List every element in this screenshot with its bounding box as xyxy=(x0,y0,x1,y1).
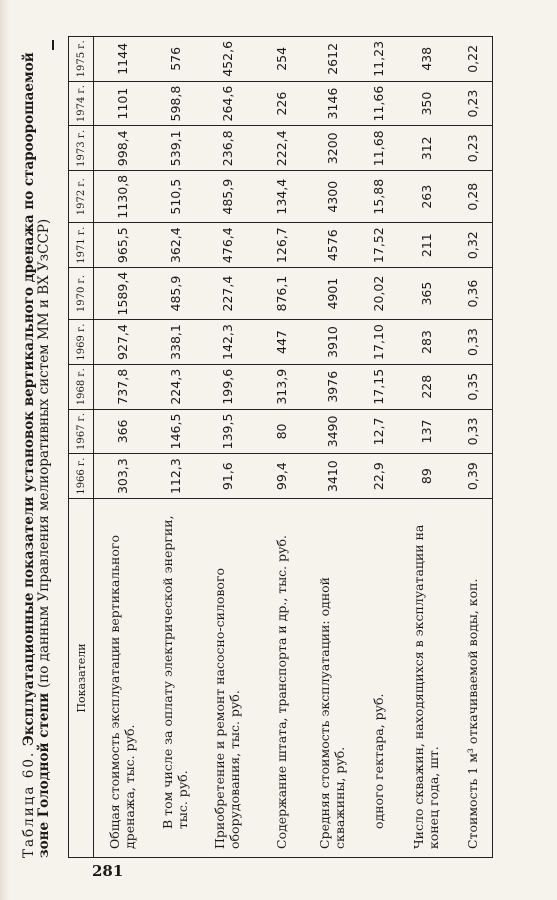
cell-value: 137 xyxy=(400,409,452,454)
table-row xyxy=(150,37,200,858)
cell-value: 15,88 xyxy=(356,171,400,223)
cell-value: 3146 xyxy=(308,81,356,126)
cell-value: 1589,4 xyxy=(94,268,151,320)
caption-title: Эксплуатационные показатели установок вертикального дренажа по староорошаемой зоне Голодной степи xyxy=(21,52,52,858)
cell-value: 4300 xyxy=(308,171,356,223)
cell-value: 0,35 xyxy=(452,364,493,409)
cell-value: 965,5 xyxy=(94,223,151,268)
cell-value: 12,7 xyxy=(356,409,400,454)
table-row xyxy=(356,37,400,858)
year-header: 1971 г. xyxy=(69,223,94,268)
cell-value: 539,1 xyxy=(150,126,200,171)
year-header: 1967 г. xyxy=(69,409,94,454)
data-table xyxy=(68,36,493,858)
cell-value: 4576 xyxy=(308,223,356,268)
cell-value: 366 xyxy=(94,409,151,454)
year-header: 1975 г. xyxy=(69,37,94,82)
cell-value: 142,3 xyxy=(200,320,254,365)
cell-value: 264,6 xyxy=(200,81,254,126)
cell-value: 313,9 xyxy=(254,364,308,409)
cell-value: 1144 xyxy=(94,37,151,82)
cell-value: 283 xyxy=(400,320,452,365)
cell-value: 11,68 xyxy=(356,126,400,171)
year-header: 1974 г. xyxy=(69,81,94,126)
cell-value: 737,8 xyxy=(94,364,151,409)
row-label: Стоимость 1 м³ откачиваемой воды, коп. xyxy=(452,499,493,858)
row-label: Общая стоимость эксплуатации вертикального дренажа, тыс. руб. xyxy=(94,499,151,858)
cell-value: 4901 xyxy=(308,268,356,320)
cell-value: 3910 xyxy=(308,320,356,365)
row-label: Содержание штата, транспорта и др., тыс. руб. xyxy=(254,499,308,858)
caption-subtitle: (по данным Управления мелиоративных систем ММ и ВХ УзССР) xyxy=(36,218,52,688)
cell-value: 0,28 xyxy=(452,171,493,223)
cell-value: 3490 xyxy=(308,409,356,454)
cell-value: 350 xyxy=(400,81,452,126)
label-column-header: Показатели xyxy=(69,499,94,858)
cell-value: 0,23 xyxy=(452,81,493,126)
cell-value: 485,9 xyxy=(200,171,254,223)
cell-value: 236,8 xyxy=(200,126,254,171)
cell-value: 227,4 xyxy=(200,268,254,320)
cell-value: 146,5 xyxy=(150,409,200,454)
cell-value: 3200 xyxy=(308,126,356,171)
cell-value: 99,4 xyxy=(254,454,308,499)
cell-value: 576 xyxy=(150,37,200,82)
cell-value: 112,3 xyxy=(150,454,200,499)
cell-value: 447 xyxy=(254,320,308,365)
cell-value: 199,6 xyxy=(200,364,254,409)
row-label: Число скважин, находящихся в эксплуатации на конец года, шт. xyxy=(400,499,452,858)
year-header: 1966 г. xyxy=(69,454,94,499)
cell-value: 1101 xyxy=(94,81,151,126)
cell-value: 17,15 xyxy=(356,364,400,409)
cell-value: 80 xyxy=(254,409,308,454)
cell-value: 263 xyxy=(400,171,452,223)
cell-value: 998,4 xyxy=(94,126,151,171)
spine-shadow xyxy=(0,0,10,900)
cell-value: 0,23 xyxy=(452,126,493,171)
cell-value: 2612 xyxy=(308,37,356,82)
cell-value: 303,3 xyxy=(94,454,151,499)
caption-lead: Таблица 60. xyxy=(21,750,37,858)
rotated-table-block xyxy=(22,28,522,878)
table-row xyxy=(94,37,151,858)
cell-value: 485,9 xyxy=(150,268,200,320)
cell-value: 126,7 xyxy=(254,223,308,268)
cell-value: 0,33 xyxy=(452,320,493,365)
cell-value: 11,66 xyxy=(356,81,400,126)
cell-value: 224,3 xyxy=(150,364,200,409)
table-row xyxy=(254,37,308,858)
cell-value: 0,36 xyxy=(452,268,493,320)
margin-mark xyxy=(52,40,54,50)
cell-value: 254 xyxy=(254,37,308,82)
cell-value: 438 xyxy=(400,37,452,82)
cell-value: 222,4 xyxy=(254,126,308,171)
cell-value: 91,6 xyxy=(200,454,254,499)
table-row xyxy=(200,37,254,858)
cell-value: 0,22 xyxy=(452,37,493,82)
cell-value: 362,4 xyxy=(150,223,200,268)
cell-value: 0,33 xyxy=(452,409,493,454)
cell-value: 17,52 xyxy=(356,223,400,268)
cell-value: 20,02 xyxy=(356,268,400,320)
cell-value: 1130,8 xyxy=(94,171,151,223)
cell-value: 0,39 xyxy=(452,454,493,499)
table-row xyxy=(308,37,356,858)
cell-value: 211 xyxy=(400,223,452,268)
cell-value: 11,23 xyxy=(356,37,400,82)
cell-value: 22,9 xyxy=(356,454,400,499)
cell-value: 139,5 xyxy=(200,409,254,454)
year-header: 1970 г. xyxy=(69,268,94,320)
year-header: 1969 г. xyxy=(69,320,94,365)
cell-value: 365 xyxy=(400,268,452,320)
year-header: 1972 г. xyxy=(69,171,94,223)
cell-value: 134,4 xyxy=(254,171,308,223)
table-caption xyxy=(22,38,52,858)
cell-value: 3410 xyxy=(308,454,356,499)
table-row xyxy=(452,37,493,858)
cell-value: 228 xyxy=(400,364,452,409)
cell-value: 876,1 xyxy=(254,268,308,320)
row-label: Средняя стоимость эксплуатации: одной скважины, руб. xyxy=(308,499,356,858)
cell-value: 338,1 xyxy=(150,320,200,365)
year-header: 1968 г. xyxy=(69,364,94,409)
cell-value: 3976 xyxy=(308,364,356,409)
cell-value: 0,32 xyxy=(452,223,493,268)
cell-value: 927,4 xyxy=(94,320,151,365)
table-row xyxy=(400,37,452,858)
row-label: одного гектара, руб. xyxy=(356,499,400,858)
cell-value: 452,6 xyxy=(200,37,254,82)
cell-value: 510,5 xyxy=(150,171,200,223)
row-label: В том числе за оплату электрической энергии, тыс. руб. xyxy=(150,499,200,858)
cell-value: 226 xyxy=(254,81,308,126)
row-label: Приобретение и ремонт насосно-силового оборудования, тыс. руб. xyxy=(200,499,254,858)
cell-value: 89 xyxy=(400,454,452,499)
year-header: 1973 г. xyxy=(69,126,94,171)
page-number: 281 xyxy=(92,862,124,880)
cell-value: 598,8 xyxy=(150,81,200,126)
cell-value: 17,10 xyxy=(356,320,400,365)
header-row xyxy=(69,37,94,858)
cell-value: 476,4 xyxy=(200,223,254,268)
cell-value: 312 xyxy=(400,126,452,171)
